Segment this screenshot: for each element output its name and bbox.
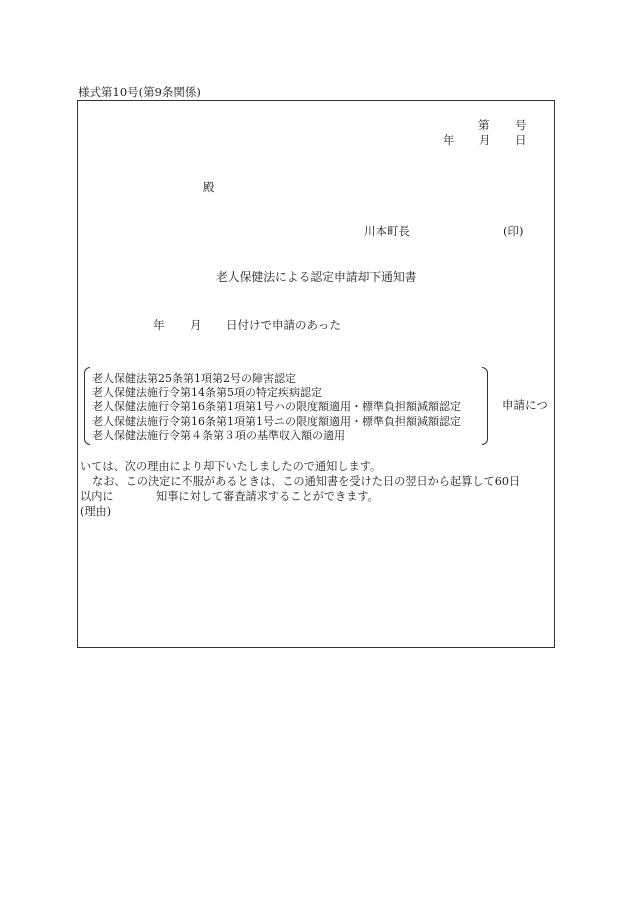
appeal-text-line2-end: 知事に対して審査請求することができます。 — [156, 490, 379, 503]
list-item: 老人保健法施行令第14条第5項の特定疾病認定 — [92, 386, 322, 400]
application-type-list — [92, 372, 461, 443]
recipient-honorific: 殿 — [203, 180, 215, 194]
number-suffix: 号 — [515, 118, 527, 132]
form-number-label: 様式第10号(第9条関係) — [78, 85, 201, 99]
date-day-label: 日 — [515, 133, 527, 147]
application-suffix: 申請につ — [502, 398, 548, 412]
appeal-text-line1: なお、この決定に不服があるときは、この通知書を受けた日の翌日から起算して60日 — [92, 475, 521, 488]
date-month-label: 月 — [479, 133, 491, 147]
list-item: 老人保健法施行令第16条第1項第1号ニの限度額適用・標準負担額減額認定 — [92, 414, 461, 428]
seal-mark: (印) — [503, 224, 524, 238]
right-bracket — [482, 367, 488, 445]
appeal-text-line2-start: 以内に — [80, 490, 114, 503]
issuer-name: 川本町長 — [364, 224, 410, 238]
list-item: 老人保健法施行令第16条第1項第1号ハの限度額適用・標準負担額減額認定 — [92, 400, 461, 414]
application-month-label: 月 — [190, 318, 202, 332]
notice-text: いては、次の理由により却下いたしましたので通知します。 — [80, 460, 382, 473]
number-prefix: 第 — [478, 118, 490, 132]
document-title: 老人保健法による認定申請却下通知書 — [216, 270, 417, 284]
application-year-label: 年 — [153, 318, 165, 332]
list-item: 老人保健法施行令第４条第３項の基準収入額の適用 — [92, 428, 345, 442]
reason-label: (理由) — [80, 505, 112, 518]
left-bracket — [84, 367, 90, 445]
date-year-label: 年 — [443, 133, 455, 147]
application-day-text: 日付けで申請のあった — [226, 318, 341, 332]
list-item: 老人保健法第25条第1項第2号の障害認定 — [92, 372, 296, 385]
